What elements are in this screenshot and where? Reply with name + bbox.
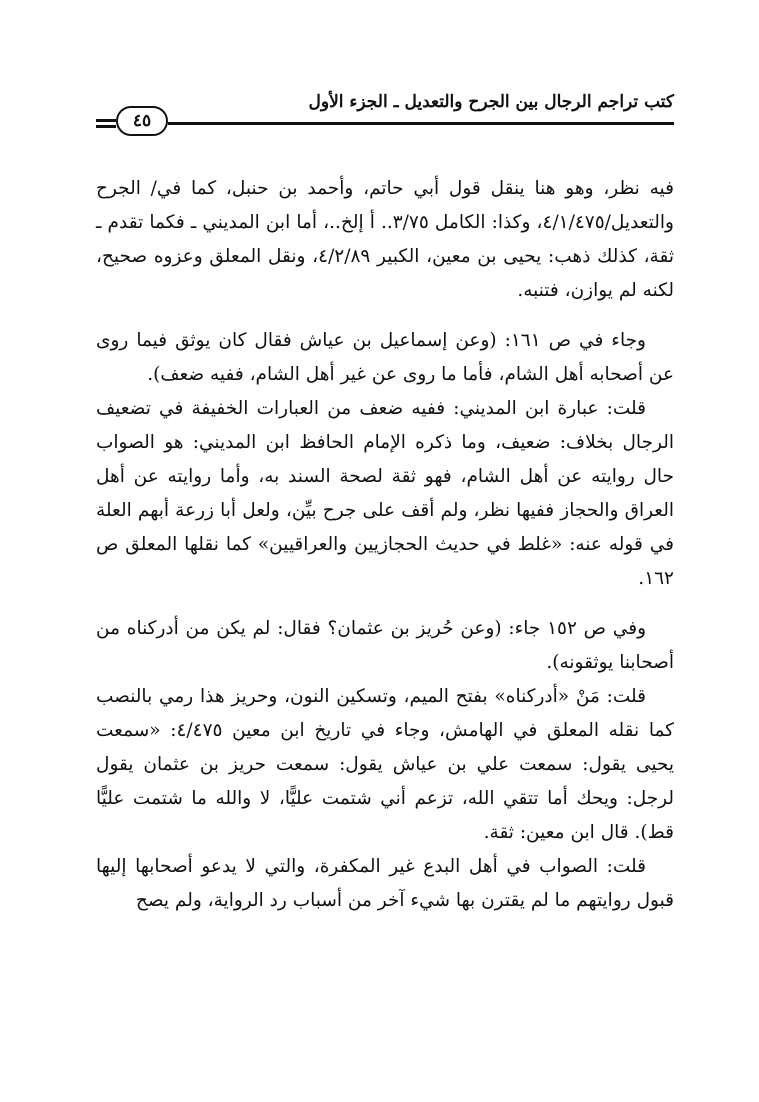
header-ornament-line [96,125,116,128]
paragraph: وفي ص ١٥٢ جاء: (وعن حُريز بن عثمان؟ فقال: لم يكن من أدركناه من أصحابنا يوثقونه). [96,618,674,673]
paragraph: قلت: مَنْ «أدركناه» بفتح الميم، وتسكين النون، وحريز هذا رمي بالنصب كما نقله المعلق في الهامش، وجاء في تاريخ ابن معين ٤/٤٧٥: «سمعت يحيى يقول: سمعت علي بن عياش يقول: سمعت حريز بن عثمان يقول لرجل: ويحك أما تتقي الله، تزعم أني شتمت عليًّا، لا والله ما شتمت عليًّا قط). قال ابن معين: ثقة. [96,686,674,843]
paragraph: وجاء في ص ١٦١: (وعن إسماعيل بن عياش فقال كان يوثق فيما روى عن أصحابه أهل الشام، فأما ما روى عن غير أهل الشام، ففيه ضعف). [96,330,674,385]
paragraph: قلت: الصواب في أهل البدع غير المكفرة، والتي لا يدعو أصحابها إليها قبول روايتهم ما لم يقترن بها شيء آخر من أسباب رد الرواية، ولم يصح [96,856,674,911]
body-text [96,172,674,918]
paragraph: فيه نظر، وهو هنا ينقل قول أبي حاتم، وأحمد بن حنبل، كما في/ الجرح والتعديل/٤/١/٤٧٥، وكذا: الكامل ٣/٧٥.. أ إلخ..، أما ابن المديني ـ فكما تقدم ـ ثقة، كذلك ذهب: يحيى بن معين، الكبير ٤/٢/٨٩، ونقل المعلق وعزوه صحيح، لكنه لم يوازن، فتنبه. [96,178,674,301]
running-title: كتب تراجم الرجال بين الجرح والتعديل ـ الجزء الأول [308,92,674,112]
header-ornament-line [168,122,268,125]
page-number: ٤٥ [116,106,168,136]
paragraph: قلت: عبارة ابن المديني: ففيه ضعف من العبارات الخفيفة في تضعيف الرجال بخلاف: ضعيف، وما ذكره الإمام الحافظ ابن المديني: هو الصواب حال روايته عن أهل الشام، فهو ثقة لصحة السند به، وأما روايته عن أهل العراق والحجاز ففيها نظر، ولم أقف على جرح بيِّن، ولعل أبا زرعة أبهم العلة في قوله عنه: «غلط في حديث الحجازيين والعراقيين» كما نقلها المعلق ص ١٦٢. [96,398,674,589]
header-rule [264,122,674,125]
page-header [96,88,674,140]
header-ornament-line [96,119,116,122]
